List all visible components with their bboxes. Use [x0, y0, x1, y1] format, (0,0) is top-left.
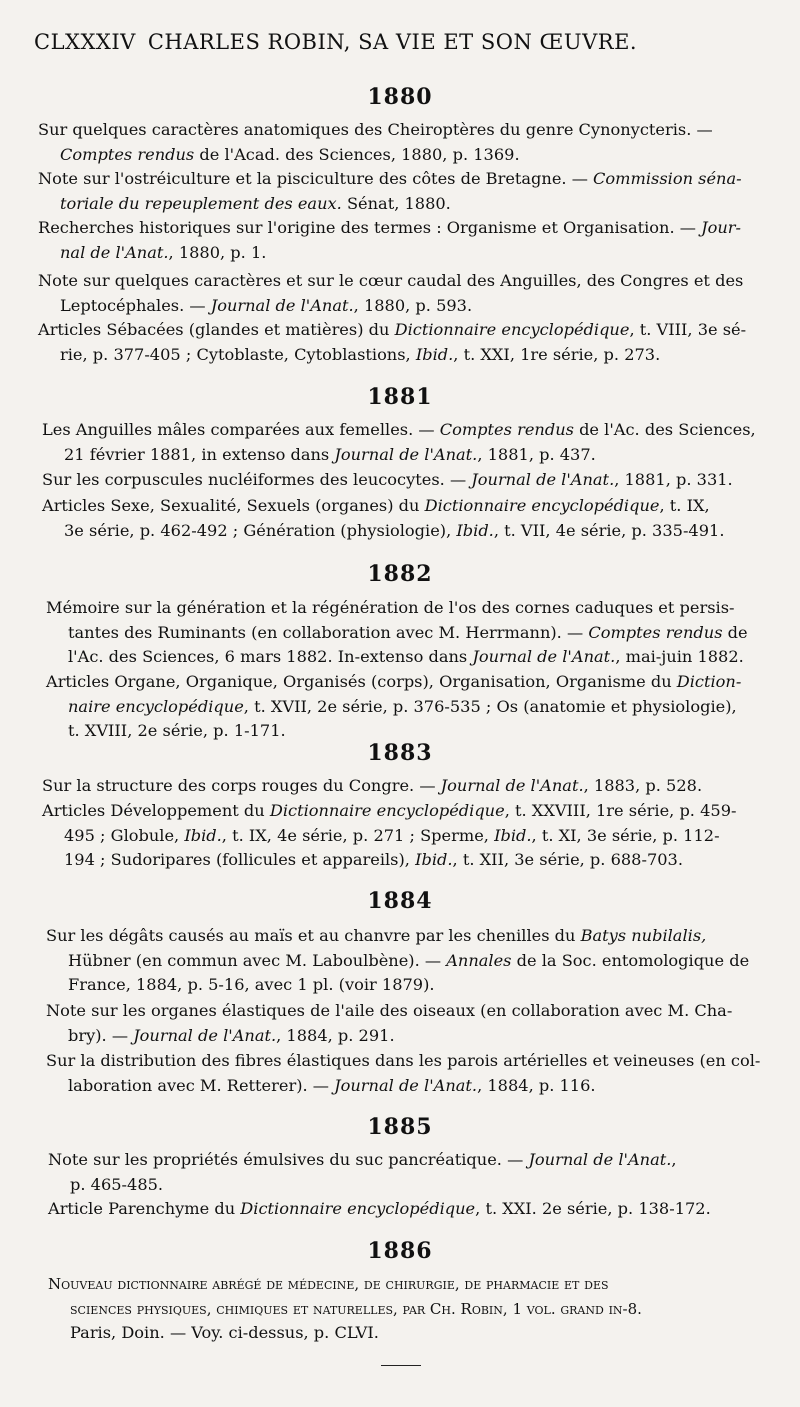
- year-heading: 1880: [367, 84, 433, 110]
- year-heading: 1883: [367, 740, 433, 766]
- bibliography-entry: Articles Organe, Organique, Organisés (corps), Organisation, Organisme du Diction- naire encyclopédique, t. XVII, 2e série, p. 376-535 ; Os (anatomie et physiologie), t. XVIII, 2e série, p. 1-171.: [46, 672, 742, 740]
- bibliography-entry: Sur la structure des corps rouges du Congre. — Journal de l'Anat., 1883, p. 528.: [42, 776, 703, 795]
- year-heading: 1882: [367, 561, 433, 587]
- bibliography-entry: Sur les dégâts causés au maïs et au chanvre par les chenilles du Batys nubilalis, Hübner (en commun avec M. Laboulbène). — Annales de la Soc. entomologique de France, 1884, p. 5-16, avec 1 pl. (voir 1879).: [46, 926, 750, 994]
- running-title: CHARLES ROBIN, SA VIE ET SON ŒUVRE.: [147, 30, 638, 54]
- year-heading: 1881: [367, 384, 433, 410]
- running-header: [34, 30, 774, 54]
- year-heading: 1884: [367, 888, 433, 914]
- bibliography-entry: Note sur quelques caractères et sur le cœur caudal des Anguilles, des Congres et des Leptocéphales. — Journal de l'Anat., 1880, p. 593.: [38, 271, 744, 315]
- bibliography-entry: Note sur les organes élastiques de l'aile des oiseaux (en collaboration avec M. Cha- bry). — Journal de l'Anat., 1884, p. 291.: [46, 1001, 733, 1045]
- bibliography-entry: Nouveau dictionnaire abrégé de médecine, de chirurgie, de pharmacie et des sciences physiques, chimiques et naturelles, par Ch. Robin, 1 vol. grand in-8. Paris, Doin. — Voy. ci-dessus, p. CLVI.: [48, 1275, 642, 1342]
- year-heading: 1886: [367, 1238, 433, 1264]
- bibliography-entry: Recherches historiques sur l'origine des termes : Organisme et Organisation. — Jour- nal de l'Anat., 1880, p. 1.: [38, 218, 741, 262]
- bibliography-entry: Article Parenchyme du Dictionnaire encyclopédique, t. XXI. 2e série, p. 138-172.: [48, 1199, 711, 1218]
- bibliography-entry: Sur les corpuscules nucléiformes des leucocytes. — Journal de l'Anat., 1881, p. 331.: [42, 470, 733, 489]
- bibliography-entry: Mémoire sur la génération et la régénération de l'os des cornes caduques et persis- tantes des Ruminants (en collaboration avec M. Herrmann). — Comptes rendus de l'Ac. des Sciences, 6 mars 1882. In-extenso dans Journal de l'Anat., mai-juin 1882.: [46, 598, 748, 666]
- year-heading: 1885: [367, 1114, 433, 1140]
- bibliography-entry: Articles Sébacées (glandes et matières) du Dictionnaire encyclopédique, t. VIII, 3e sé- rie, p. 377-405 ; Cytoblaste, Cytoblastions, Ibid., t. XXI, 1re série, p. 273.: [38, 320, 747, 364]
- bibliography-entry: Articles Sexe, Sexualité, Sexuels (organes) du Dictionnaire encyclopédique, t. IX, 3e série, p. 462-492 ; Génération (physiologie), Ibid., t. VII, 4e série, p. 335-491.: [42, 496, 725, 540]
- bibliography-entry: Note sur les propriétés émulsives du suc pancréatique. — Journal de l'Anat., p. 465-485.: [48, 1150, 677, 1194]
- bibliography-entry: Articles Développement du Dictionnaire encyclopédique, t. XXVIII, 1re série, p. 459- 495 ; Globule, Ibid., t. IX, 4e série, p. 271 ; Sperme, Ibid., t. XI, 3e série, p. 112- 194 ; Sudoripares (follicules et appareils), Ibid., t. XII, 3e série, p. 688-703.: [42, 801, 737, 869]
- page-number: CLXXXIV: [34, 30, 136, 54]
- bibliography-entry: Note sur l'ostréiculture et la pisciculture des côtes de Bretagne. — Commission séna- toriale du repeuplement des eaux. Sénat, 1880.: [38, 169, 742, 213]
- bibliography-entry: Les Anguilles mâles comparées aux femelles. — Comptes rendus de l'Ac. des Sciences, 21 février 1881, in extenso dans Journal de l'Anat., 1881, p. 437.: [42, 420, 756, 464]
- bibliography-entry: Sur la distribution des fibres élastiques dans les parois artérielles et veineuses (en col- laboration avec M. Retterer). — Journal de l'Anat., 1884, p. 116.: [46, 1051, 761, 1095]
- end-rule: [381, 1365, 421, 1366]
- bibliography-entry: Sur quelques caractères anatomiques des Cheiroptères du genre Cynonycteris. — Comptes rendus de l'Acad. des Sciences, 1880, p. 1369.: [38, 120, 713, 164]
